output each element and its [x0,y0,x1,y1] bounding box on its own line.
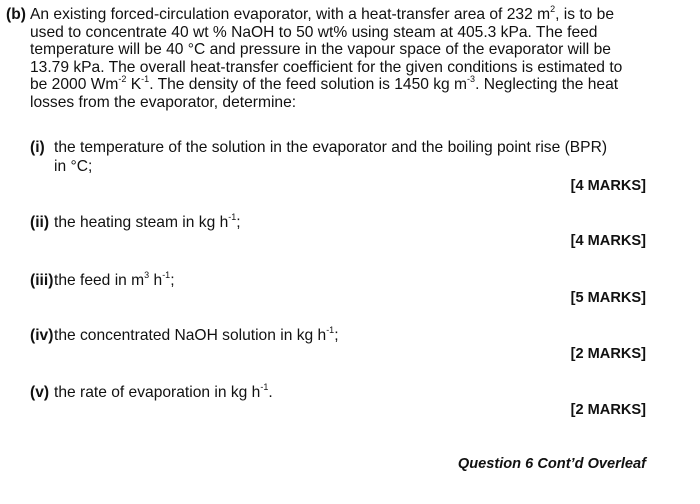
part-label: (iii) [30,272,54,289]
part-label: (v) [30,384,50,401]
part-text: the heating steam in kg $h^{-1}$; [54,211,241,231]
part-label: (ii) [30,214,50,231]
part-v [30,383,660,402]
intro-line: temperature will be 40 °C and pressure in the vapour space of the evaporator will be [30,41,611,59]
part-label: (iv) [30,327,54,344]
part-iii [30,271,660,290]
part-text: the concentrated NaOH solution in kg $h^{-1}$; [54,324,339,344]
part-iv [30,326,660,345]
intro-line: be 2000 $Wm^{-2}$ $K^{-1}$. The density of the feed solution is 1450 kg $m^{-3}$. Neglecting the heat [30,74,619,94]
part-iii-marks: [5 MARKS] [570,290,646,306]
question-label: (b) [6,6,26,23]
part-label: (i) [30,139,45,156]
part-i-marks: [4 MARKS] [570,178,646,194]
part-ii-marks: [4 MARKS] [570,233,646,249]
intro-line: losses from the evaporator, determine: [30,93,297,111]
part-iv-marks: [2 MARKS] [570,346,646,362]
part-text: the feed in $m^3$ $h^{-1}$; [54,269,175,289]
intro-line: used to concentrate 40 wt % NaOH to 50 wt% using steam at 405.3 kPa. The feed [30,23,598,41]
part-text: the temperature of the solution in the evaporator and the boiling point rise (BPR) in °C; [54,139,608,175]
intro-line: 13.79 kPa. The overall heat-transfer coefficient for the given conditions is estimated to [30,58,623,76]
part-i [30,138,660,176]
part-text: the rate of evaporation in kg $h^{-1}$. [54,381,273,401]
intro-line: An existing forced-circulation evaporator, with a heat-transfer area of 232 $m^2$, is to be [30,3,615,23]
question-intro [6,3,668,112]
question-intro-text [30,3,668,112]
continued-overleaf-note: Question 6 Cont’d Overleaf [457,456,646,472]
part-ii [30,213,660,232]
part-v-marks: [2 MARKS] [570,402,646,418]
